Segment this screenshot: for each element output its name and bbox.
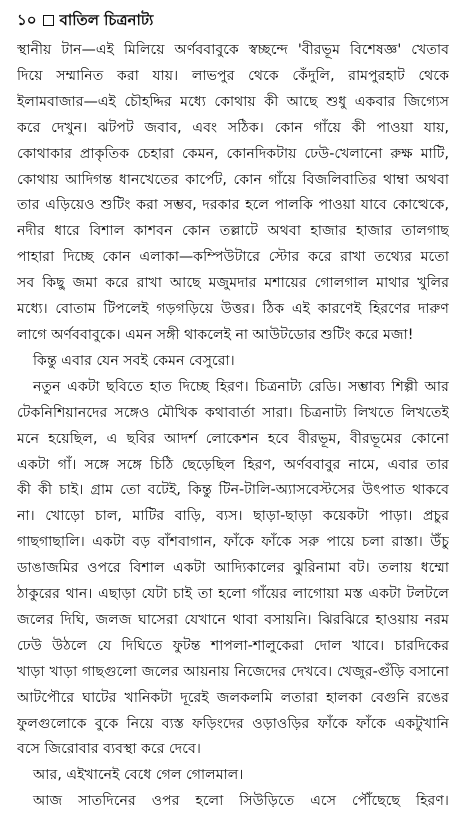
text-line: ইলামবাজার—এই চৌহদ্দির মধ্যে কোথায় কী আছে শুধু একবার জিগ্যেস [17,93,449,110]
text-line: খাড়া খাড়া গাছগুলো জলের আয়নায় নিজেদের দেখবে। খেজুর-গুঁড়ি বসানো [17,663,449,680]
text-line: ঠাকুরের থান। এছাড়া যেটা চাই তা হলো গাঁয়ের লাগোয়া মস্ত একটা টলটলে [17,586,449,603]
text-line: লাগে অর্ণববাবুকে। এমন সঙ্গী থাকলেই না আউটডোর শুটিং করে মজা! [17,326,414,343]
book-title: বাতিল চিত্রনাট্য [59,11,154,29]
text-line: কোথাকার প্রাকৃতিক চেহারা কেমন, কোনদিকটায় ঢেউ-খেলানো রুক্ষ মাটি, [17,145,449,162]
text-line: আর, এইখানেই বেধে গেল গোলমাল। [33,767,244,784]
text-line: মনে হয়েছিল, এ ছবির আদর্শ লোকেশন হবে বীরভূম, বীরভূমের কোনো [17,430,449,447]
text-line: না। খোড়ো চাল, মাটির বাড়ি, ব্যস। ছাড়া-ছাড়া কয়েকটা পাড়া। প্রচুর [17,508,449,525]
text-line: আজ সাতদিনের ওপর হলো সিউড়িতে এসে পৌঁছেছে হিরণ। [33,793,449,810]
text-line: বসে জিরোবার ব্যবস্থা করে দেবে। [17,741,201,758]
text-line: একটা গাঁ। সঙ্গে সঙ্গে চিঠি ছেড়েছিল হিরণ, অর্ণববাবুর নামে, এবার তার [17,456,449,473]
text-line: ফুলগুলোকে বুকে নিয়ে ব্যস্ত ফড়িংদের ওড়াওড়ির ফাঁকে ফাঁকে একটুখানি [17,715,449,732]
square-ornament-icon [43,15,54,26]
text-line: সব কিছু জমা করে রাখা আছে মজুমদার মশায়ের গোলগাল মাথার খুলির [17,275,449,292]
text-line: নদীর ধারে বিশাল কাশবন কোন তল্লাটে অথবা হাজার হাজার তালগাছ [17,223,449,240]
text-line: পাহারা দিচ্ছে কোন এলাকা—কম্পিউটারে স্টোর করে রাখা তথ্যের মতো [17,249,449,266]
text-line: গাছগাছালি। একটা বড় বাঁশবাগান, ফাঁকে ফাঁকে সরু পায়ে চলা রাস্তা। উঁচু [17,534,449,551]
text-line: জলের দিঘি, জলজ ঘাসেরা যেখানে থাবা বসায়নি। ঝিরঝিরে হাওয়ায় নরম [17,611,449,628]
text-line: আটপৌরে ঘাটের খানিকটা দূরেই জলকলমি লতারা হালকা বেগুনি রঙের [17,689,449,706]
text-line: স্থানীয় টান—এই মিলিয়ে অর্ণববাবুকে স্বচ্ছন্দে 'বীরভূম বিশেষজ্ঞ' খেতাব [17,42,449,58]
text-line: ডাঙাজমির ওপরে বিশাল একটা আদ্যিকালের ঝুরিনামা বট। তলায় ধম্মো [17,560,449,577]
text-line: কিন্তু এবার যেন সবই কেমন বেসুরো। [33,352,235,369]
text-line: কী কী চাই। গ্রাম তো বটেই, কিন্তু টিন-টালি-অ্যাসবেস্টসের উৎপাত থাকবে [17,482,449,499]
text-line: করে দেখুন। ঝটপট জবাব, এবং সঠিক। কোন গাঁয়ে কী পাওয়া যায়, [17,119,449,136]
text-line: তার এড়িয়েও শুটিং করা সম্ভব, দরকার হলে পালকি পাওয়া যাবে কোত্থেকে, [17,197,449,214]
text-line: মধ্যে। বোতাম টিপলেই গড়গড়িয়ে উত্তর। ঠিক এই কারণেই হিরণের দারুণ [17,301,449,318]
text-line: কোথায় আদিগন্ত ধানখেতের কার্পেট, কোন গাঁয়ে বিজলিবাতির থাম্বা অথবা [17,171,449,188]
text-line: নতুন একটা ছবিতে হাত দিচ্ছে হিরণ। চিত্রনাট্য রেডি। সম্ভাব্য শিল্পী আর [33,378,449,395]
body-text [17,38,449,815]
text-line: দিয়ে সম্মানিত করা যায়। লাভপুর থেকে কেঁদুলি, রামপুরহাট থেকে [17,67,449,84]
page-number: ১০ [17,11,37,29]
page-header [17,10,153,30]
text-line: টেকনিশিয়ানদের সঙ্গেও মৌখিক কথাবার্তা সারা। চিত্রনাট্য লিখতে লিখতেই [17,404,449,421]
text-line: ঢেউ উঠলে যে দিঘিতে ফুটন্ত শাপলা-শালুকেরা দোল খাবে। চারদিকের [17,637,449,654]
